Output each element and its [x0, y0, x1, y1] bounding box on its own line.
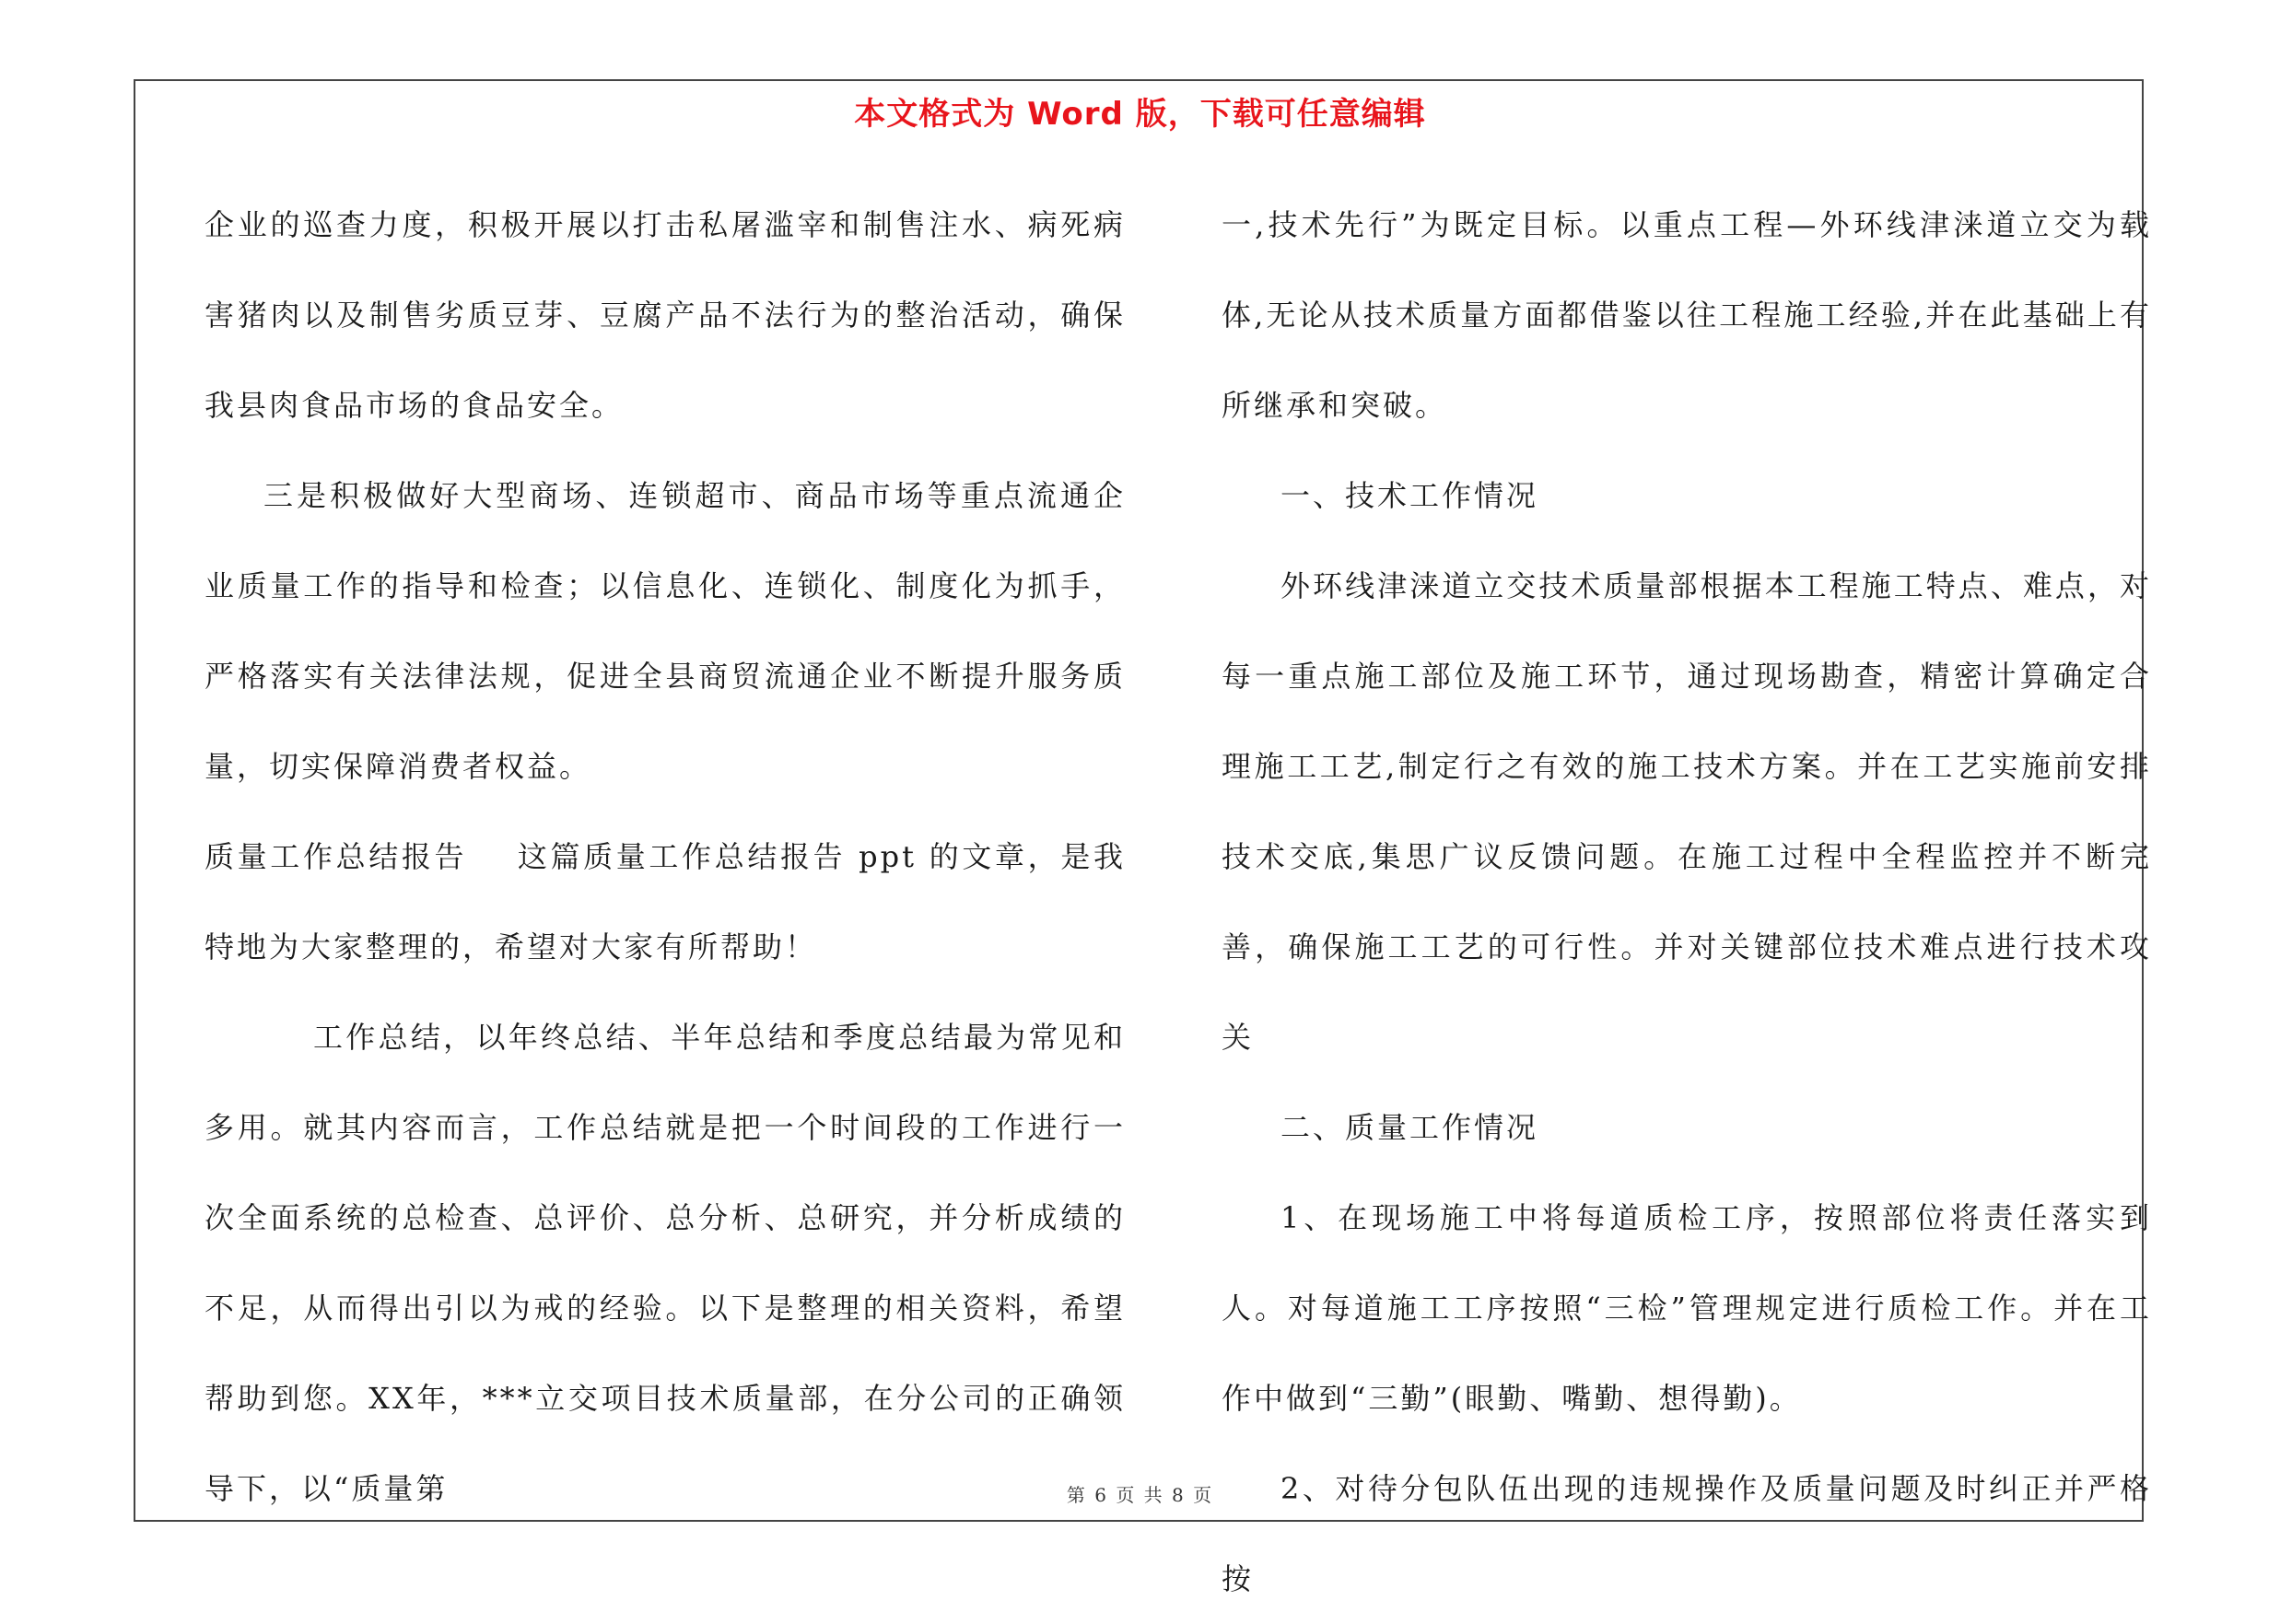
right-paragraph-4: 2、对待分包队伍出现的违规操作及质量问题及时纠正并严格按 [1222, 1471, 2152, 1596]
right-column [1222, 180, 2152, 1624]
report-intro: 这篇质量工作总结报告 ppt 的文章，是我特地为大家整理的，希望对大家有所帮助！ [205, 839, 1126, 964]
left-paragraph-1: 企业的巡查力度，积极开展以打击私屠滥宰和制售注水、病死病害猪肉以及制售劣质豆芽、豆腐产品不法行为的整治活动，确保我县肉食品市场的食品安全。 [205, 207, 1126, 423]
left-paragraph-2: 三是积极做好大型商场、连锁超市、商品市场等重点流通企业质量工作的指导和检查；以信息化、连锁化、制度化为抓手，严格落实有关法律法规，促进全县商贸流通企业不断提升服务质量，切实保障消费者权益。 [205, 478, 1126, 784]
right-heading-2: 二、质量工作情况 [1280, 1110, 1539, 1145]
page-number: 第 6 页 共 8 页 [1066, 1484, 1214, 1506]
report-title: 质量工作总结报告 [205, 839, 468, 874]
left-paragraph-4: 工作总结，以年终总结、半年总结和季度总结最为常见和多用。就其内容而言，工作总结就是把一个时间段的工作进行一次全面系统的总检查、总评价、总分析、总研究，并分析成绩的不足，从而得出引以为戒的经验。以下是整理的相关资料，希望帮助到您。XX年，***立交项目技术质量部，在分公司的正确领导下，以“质量第 [205, 1020, 1126, 1506]
left-column [205, 180, 1126, 1534]
right-paragraph-3: 1、在现场施工中将每道质检工序，按照部位将责任落实到人。对每道施工工序按照“三检”管理规定进行质检工作。并在工作中做到“三勤”(眼勤、嘴勤、想得勤)。 [1222, 1200, 2152, 1416]
left-paragraph-3 [205, 812, 1126, 992]
right-heading-1: 一、技术工作情况 [1280, 478, 1539, 513]
right-paragraph-1: 一,技术先行”为既定目标。以重点工程—外环线津涞道立交为载体,无论从技术质量方面都借鉴以往工程施工经验,并在此基础上有所继承和突破。 [1222, 207, 2152, 423]
right-paragraph-2: 外环线津涞道立交技术质量部根据本工程施工特点、难点，对每一重点施工部位及施工环节，通过现场勘查，精密计算确定合理施工工艺,制定行之有效的施工技术方案。并在工艺实施前安排技术交底,集思广议反馈问题。在施工过程中全程监控并不断完善，确保施工工艺的可行性。并对关键部位技术难点进行技术攻关 [1222, 568, 2152, 1055]
header-banner: 本文格式为 Word 版，下载可任意编辑 [854, 96, 1426, 133]
